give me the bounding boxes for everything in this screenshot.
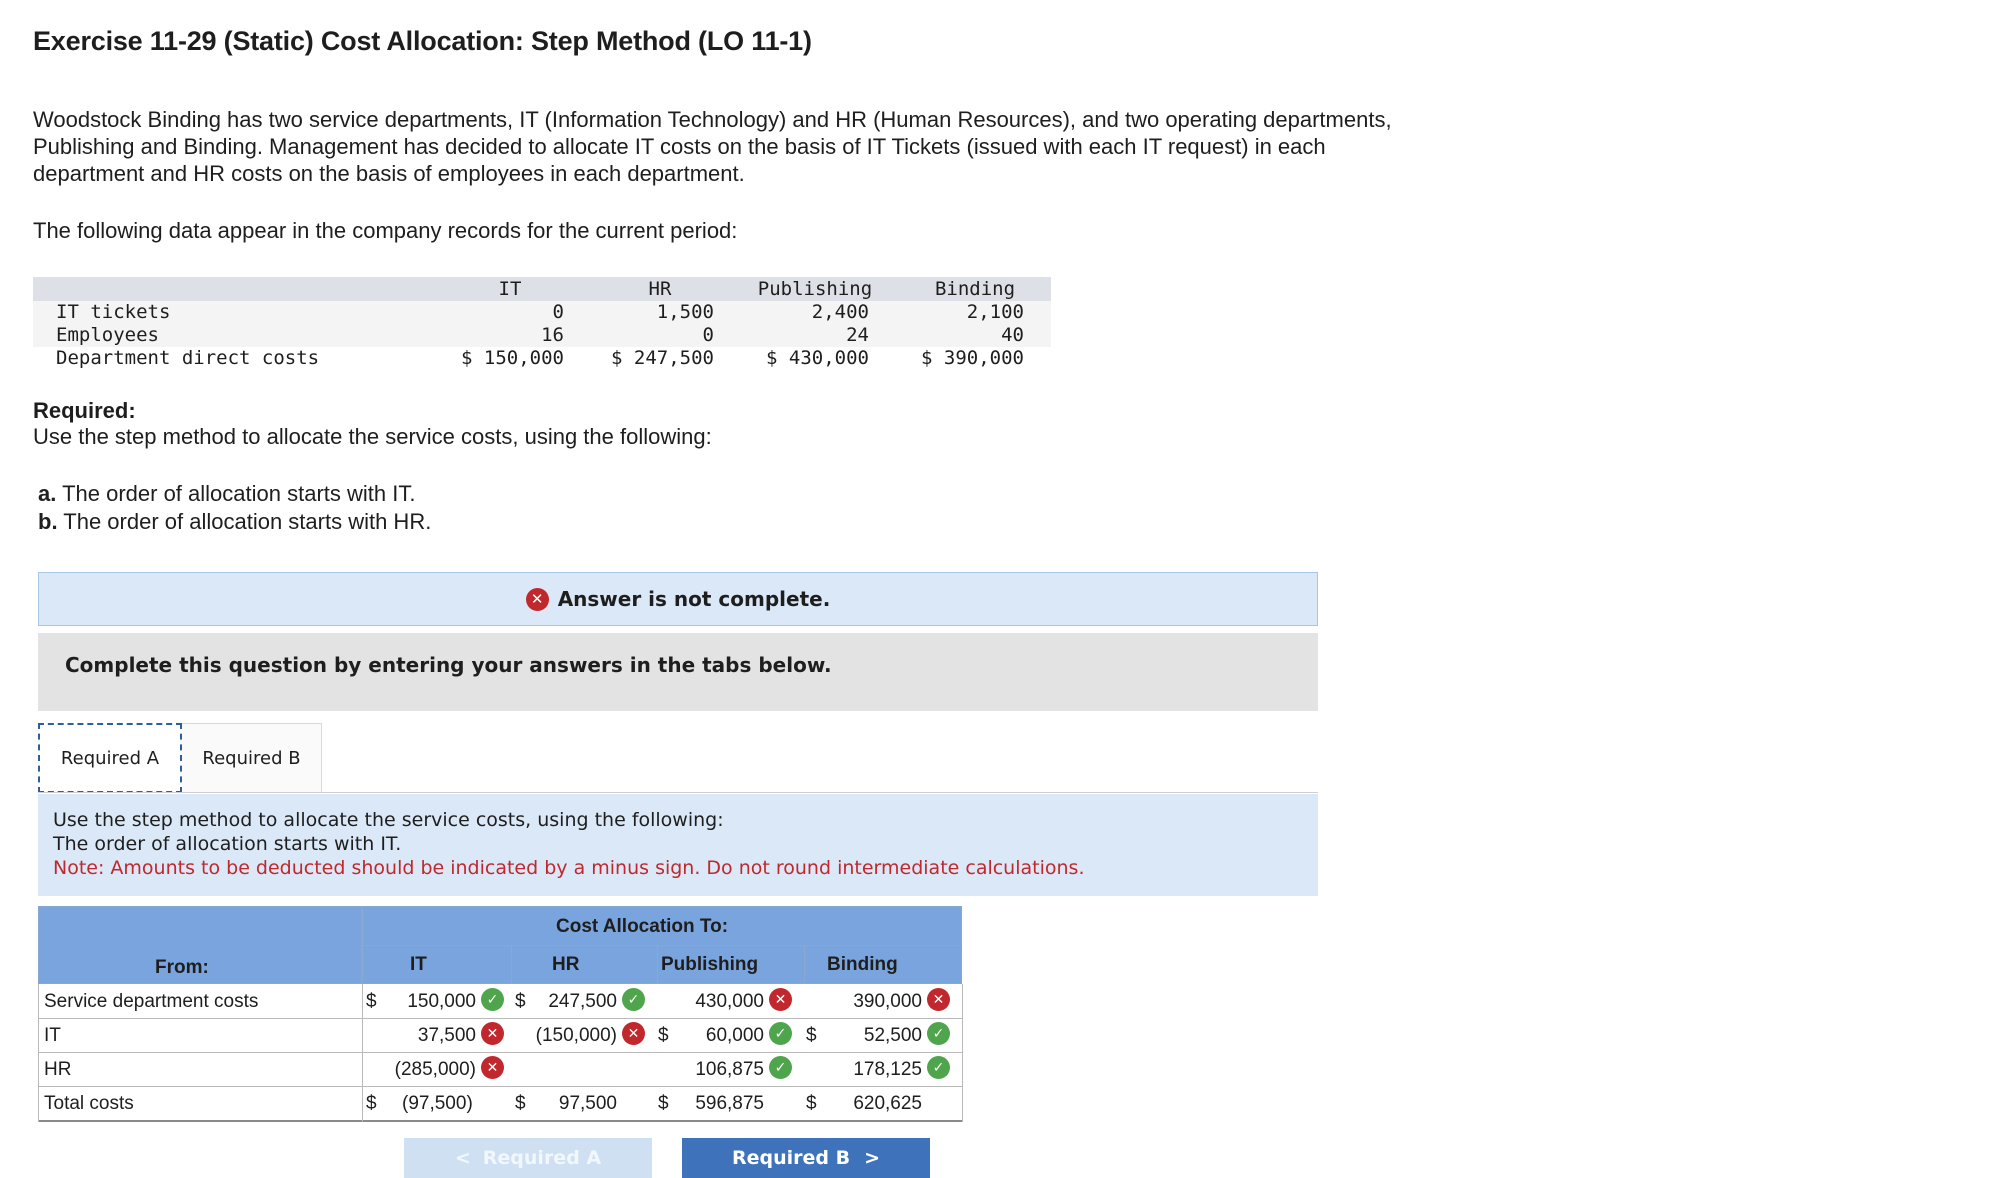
cost-allocation-header: Cost Allocation To: — [556, 916, 729, 937]
input-hr-binding[interactable]: 178,125 — [853, 1059, 922, 1080]
intro-paragraph: Woodstock Binding has two service departments, IT (Information Technology) and HR (Human Resources), and two operating departments, Publishing and Binding. Management has decided to allocate IT costs on the basis of IT Tickets (issued with each IT request) in each department and HR costs on the basis of employees in each department. — [33, 107, 1392, 186]
alloc-col-binding: Binding — [827, 954, 898, 975]
x-icon: ✕ — [927, 988, 950, 1011]
input-service-it[interactable]: 150,000 — [407, 991, 476, 1012]
row-label-total-costs: Total costs — [44, 1093, 134, 1114]
col-header-publishing: Publishing — [757, 278, 873, 300]
check-icon: ✓ — [927, 1056, 950, 1079]
status-banner-text: Answer is not complete. — [557, 587, 831, 611]
required-heading: Required: — [33, 398, 136, 423]
x-icon: ✕ — [622, 1022, 645, 1045]
x-icon: ✕ — [769, 988, 792, 1011]
complete-prompt: Complete this question by entering your answers in the tabs below. — [38, 633, 1318, 711]
next-button-label: Required B — [731, 1147, 851, 1169]
currency-symbol: $ — [366, 1093, 377, 1114]
tab-divider — [38, 792, 1318, 793]
cell-direct-costs-binding: $ 390,000 — [921, 347, 1024, 369]
required-text: Use the step method to allocate the service costs, using the following: — [33, 424, 712, 449]
instructions-line-2: The order of allocation starts with IT. — [53, 833, 402, 855]
status-banner — [38, 572, 1318, 626]
cell-it-tickets-publishing: 2,400 — [811, 301, 869, 323]
cell-direct-costs-hr: $ 247,500 — [611, 347, 714, 369]
col-header-hr: HR — [648, 278, 672, 300]
currency-symbol: $ — [515, 991, 526, 1012]
next-required-b-button[interactable] — [682, 1138, 930, 1178]
column-divider — [362, 984, 363, 1122]
x-icon: ✕ — [481, 1056, 504, 1079]
input-it-publishing[interactable]: 60,000 — [705, 1025, 764, 1046]
tab-required-a[interactable]: Required A — [38, 723, 182, 793]
page-title: Exercise 11-29 (Static) Cost Allocation: Step Method (LO 11-1) — [33, 26, 812, 56]
table-right-border — [962, 984, 963, 1122]
total-binding: 620,625 — [853, 1093, 922, 1114]
cell-it-tickets-binding: 2,100 — [966, 301, 1024, 323]
option-b — [38, 509, 431, 535]
hr-header-cell — [511, 945, 658, 984]
currency-symbol: $ — [658, 1093, 669, 1114]
it-header-cell — [362, 945, 512, 984]
input-service-publishing[interactable]: 430,000 — [695, 991, 764, 1012]
cell-employees-it: 16 — [541, 324, 564, 346]
currency-symbol: $ — [658, 1025, 669, 1046]
row-label-hr: HR — [44, 1059, 72, 1080]
cell-direct-costs-publishing: $ 430,000 — [766, 347, 869, 369]
currency-symbol: $ — [515, 1093, 526, 1114]
option-b-letter: b. — [38, 509, 58, 534]
table-bottom-border — [38, 1120, 962, 1122]
option-a-letter: a. — [38, 481, 57, 506]
instructions-panel — [38, 794, 1318, 896]
option-b-text: The order of allocation starts with HR. — [63, 509, 432, 534]
input-service-hr[interactable]: 247,500 — [548, 991, 617, 1012]
col-header-it: IT — [498, 278, 522, 300]
input-hr-it[interactable]: (285,000) — [394, 1059, 476, 1080]
currency-symbol: $ — [806, 1093, 817, 1114]
data-lead-text: The following data appear in the company records for the current period: — [33, 218, 738, 243]
cell-it-tickets-it: 0 — [552, 301, 564, 323]
check-icon: ✓ — [769, 1056, 792, 1079]
cell-employees-binding: 40 — [1001, 324, 1024, 346]
row-label-employees: Employees — [56, 324, 159, 346]
row-label-it: IT — [44, 1025, 61, 1046]
input-it-binding[interactable]: 52,500 — [863, 1025, 922, 1046]
cell-employees-hr: 0 — [702, 324, 714, 346]
row-label-direct-costs: Department direct costs — [56, 347, 320, 369]
cell-direct-costs-it: $ 150,000 — [461, 347, 564, 369]
cell-employees-publishing: 24 — [846, 324, 869, 346]
total-hr: 97,500 — [558, 1093, 617, 1114]
instructions-line-1: Use the step method to allocate the service costs, using the following: — [53, 809, 724, 831]
check-icon: ✓ — [622, 988, 645, 1011]
total-it: (97,500) — [402, 1093, 473, 1114]
input-hr-publishing[interactable]: 106,875 — [695, 1059, 764, 1080]
row-label-service-dept-costs: Service department costs — [44, 991, 259, 1012]
instructions-note: Note: Amounts to be deducted should be indicated by a minus sign. Do not round intermediate calculations. — [53, 857, 1085, 879]
input-service-binding[interactable]: 390,000 — [853, 991, 922, 1012]
prev-button-label: Required A — [482, 1147, 602, 1169]
alloc-col-hr: HR — [552, 954, 580, 975]
option-a — [38, 481, 415, 507]
total-publishing: 596,875 — [695, 1093, 764, 1114]
tab-required-b[interactable]: Required B — [182, 723, 322, 793]
x-icon: ✕ — [526, 588, 549, 611]
currency-symbol: $ — [806, 1025, 817, 1046]
table-left-border — [38, 984, 39, 1122]
prev-required-a-button[interactable] — [404, 1138, 652, 1178]
row-divider — [38, 1052, 962, 1053]
check-icon: ✓ — [769, 1022, 792, 1045]
alloc-col-it: IT — [410, 954, 427, 975]
alloc-col-publishing: Publishing — [661, 954, 759, 975]
col-header-binding: Binding — [934, 278, 1016, 300]
option-a-text: The order of allocation starts with IT. — [62, 481, 416, 506]
row-divider — [38, 1086, 962, 1087]
input-it-hr[interactable]: (150,000) — [535, 1025, 617, 1046]
row-divider — [38, 1018, 962, 1019]
x-icon: ✕ — [481, 1022, 504, 1045]
check-icon: ✓ — [481, 988, 504, 1011]
row-label-it-tickets: IT tickets — [56, 301, 171, 323]
input-it-it[interactable]: 37,500 — [417, 1025, 476, 1046]
check-icon: ✓ — [927, 1022, 950, 1045]
from-header: From: — [155, 957, 209, 978]
chevron-left-icon: < — [454, 1147, 471, 1169]
chevron-right-icon: > — [864, 1147, 881, 1169]
currency-symbol: $ — [366, 991, 377, 1012]
cell-it-tickets-hr: 1,500 — [656, 301, 714, 323]
